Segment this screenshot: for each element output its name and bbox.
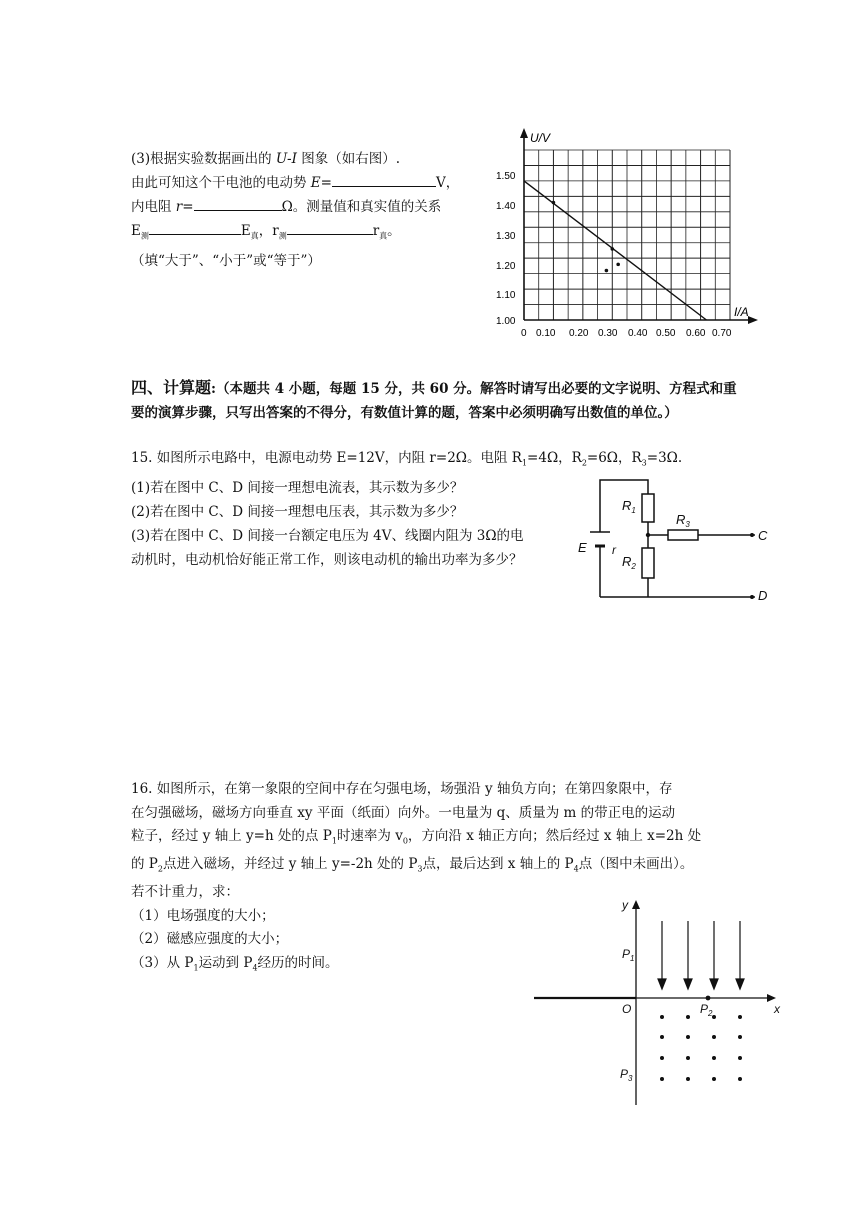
b-field-dot <box>738 1035 742 1039</box>
fig-label-p1: $P_1$ <box>622 947 635 963</box>
q16-line3: 粒子，经过 y 轴上 y=h 处的点 $P_1$时速率为 $v_0$，方向沿 x 轴正方向；然后经过 x 轴上 x=2h 处 <box>131 828 702 846</box>
fit-line <box>524 181 706 320</box>
b-field-dot <box>712 1056 716 1060</box>
label-r2: $R_2$ <box>622 554 636 571</box>
resistance-answer-blank[interactable] <box>194 195 282 211</box>
q14-line2: 由此可知这个干电池的电动势 E= V， <box>131 171 491 195</box>
electric-field-arrows <box>658 921 744 989</box>
x-tick-label: 0.40 <box>628 328 648 339</box>
resistor-r1 <box>642 494 654 522</box>
q14-line5: （填“大于”、“小于”或“等于”） <box>131 252 321 269</box>
label-r: r <box>612 543 616 557</box>
b-field-dot <box>686 1035 690 1039</box>
data-point <box>605 269 609 273</box>
x-tick-label: 0.60 <box>686 328 706 339</box>
data-point <box>552 201 556 205</box>
q15-stem: 15. 如图所示电路中，电源电动势 E=12V，内阻 r=2Ω。电阻 $R_1=4\Omega$，$R_2=6\Omega$，$R_3=3\Omega$. <box>131 450 683 468</box>
data-point <box>616 263 620 267</box>
section4-block: 四、计算题:（本题共 4 小题，每题 15 分，共 60 分。解答时请写出必要的文字说明、方程式和重要的演算步骤，只写出答案的不得分，有数值计算的题，答案中必须明确写出数值的单位。） <box>131 378 737 421</box>
q16-part3: （3）从 $P_1$运动到 $P_4$经历的时间。 <box>131 954 339 973</box>
y-tick-label: 1.30 <box>496 231 516 242</box>
q15-part2: (2)若在图中 C、D 间接一理想电压表，其示数为多少？ <box>131 503 464 520</box>
b-field-dot <box>660 1077 664 1081</box>
q15-part3a: (3)若在图中 C、D 间接一台额定电压为 4V、线圈内阻为 3Ω的电 <box>131 527 524 544</box>
graph-marks <box>524 181 706 320</box>
b-field-dot <box>738 1015 742 1019</box>
terminal-d-dot <box>750 595 754 599</box>
q15-part1: (1)若在图中 C、D 间接一理想电流表，其示数为多少？ <box>131 479 464 496</box>
q14-text <box>131 147 491 273</box>
q16-line5: 若不计重力，求： <box>131 884 239 901</box>
q14-line4: $E_测$ $E_真$，$r_测$ $r_真$。 <box>131 219 491 249</box>
b-field-dot <box>738 1056 742 1060</box>
b-field-dot <box>660 1056 664 1060</box>
resistor-r3 <box>668 530 698 540</box>
y-tick-label: 1.20 <box>496 261 516 272</box>
x-tick-label: 0.30 <box>598 328 618 339</box>
fig-label-o: O <box>622 1002 632 1016</box>
y-tick-label: 1.00 <box>496 316 516 327</box>
section4-note: （本题共 4 小题，每题 15 分，共 60 分。解答时请写出必要的文字说明、方程式和重要的演算步骤，只写出答案的不得分，有数值计算的题，答案中必须明确写出数值的单位。） <box>131 381 737 421</box>
x-tick-label: 0.20 <box>569 328 589 339</box>
label-r3: $R_3$ <box>676 512 690 529</box>
fig-label-p2: $P_2$ <box>700 1002 713 1018</box>
q16-part1: （1）电场强度的大小； <box>131 907 275 924</box>
q16-line4: 的 $P_2$点进入磁场，并经过 y 轴上 y=-2h 处的 $P_3$点，最后达到 x 轴上的 $P_4$点（图中未画出）。 <box>131 856 694 874</box>
b-field-dot <box>738 1077 742 1081</box>
y-tick-label: 1.10 <box>496 290 516 301</box>
b-field-dot <box>660 1035 664 1039</box>
b-field-dot <box>712 1015 716 1019</box>
origin-label: 0 <box>521 328 527 339</box>
section4-heading: 四、计算题 <box>131 378 212 397</box>
label-d: D <box>758 588 768 603</box>
label-c: C <box>758 528 768 543</box>
q16-part2: （2）磁感应强度的大小； <box>131 931 289 948</box>
fig-x-arrow <box>767 994 776 1002</box>
label-r1: $R_1$ <box>622 498 636 515</box>
x-axis-arrow <box>748 316 758 324</box>
x-axis-label: I/A <box>734 305 749 319</box>
x-tick-label: 0.70 <box>712 328 732 339</box>
q14-line3: 内电阻 r= Ω。测量值和真实值的关系 <box>131 195 491 219</box>
q15-part3b: 动机时，电动机恰好能正常工作，则该电动机的输出功率为多少？ <box>131 551 523 568</box>
fig-y-arrow <box>632 900 640 909</box>
emf-answer-blank[interactable] <box>332 171 436 187</box>
b-field-dot <box>686 1077 690 1081</box>
emf-compare-blank[interactable] <box>149 219 241 235</box>
terminal-c-dot <box>750 533 754 537</box>
label-e: E <box>578 540 587 555</box>
field-figure <box>530 895 790 1110</box>
b-field-dot <box>712 1077 716 1081</box>
q14-line1: (3)根据实验数据画出的 U-I 图象（如右图）. <box>131 151 401 167</box>
fig-label-y: y <box>622 898 628 912</box>
ui-graph <box>490 120 770 350</box>
y-tick-label: 1.40 <box>496 201 516 212</box>
magnetic-field-dots <box>660 1015 742 1081</box>
circuit-diagram <box>570 472 780 607</box>
fig-label-p3: $P_3$ <box>620 1067 633 1083</box>
b-field-dot <box>686 1056 690 1060</box>
y-axis-label: U/V <box>530 131 551 145</box>
p2-point <box>706 996 711 1001</box>
b-field-dot <box>712 1035 716 1039</box>
q16-line1: 16. 如图所示，在第一象限的空间中存在匀强电场，场强沿 y 轴负方向；在第四象限中，存 <box>131 781 673 797</box>
y-axis-arrow <box>520 128 528 138</box>
y-tick-label: 1.50 <box>496 171 516 182</box>
data-point <box>610 247 614 251</box>
junction-dot <box>646 533 650 537</box>
x-tick-label: 0.10 <box>536 328 556 339</box>
graph-grid <box>524 150 730 320</box>
resistor-r2 <box>642 548 654 578</box>
x-tick-label: 0.50 <box>656 328 676 339</box>
b-field-dot <box>686 1015 690 1019</box>
r-compare-blank[interactable] <box>287 219 373 235</box>
b-field-dot <box>660 1015 664 1019</box>
q16-line2: 在匀强磁场，磁场方向垂直 xy 平面（纸面）向外。一电量为 q、质量为 m 的带正电的运动 <box>131 804 676 821</box>
fig-label-x: x <box>774 1002 780 1016</box>
